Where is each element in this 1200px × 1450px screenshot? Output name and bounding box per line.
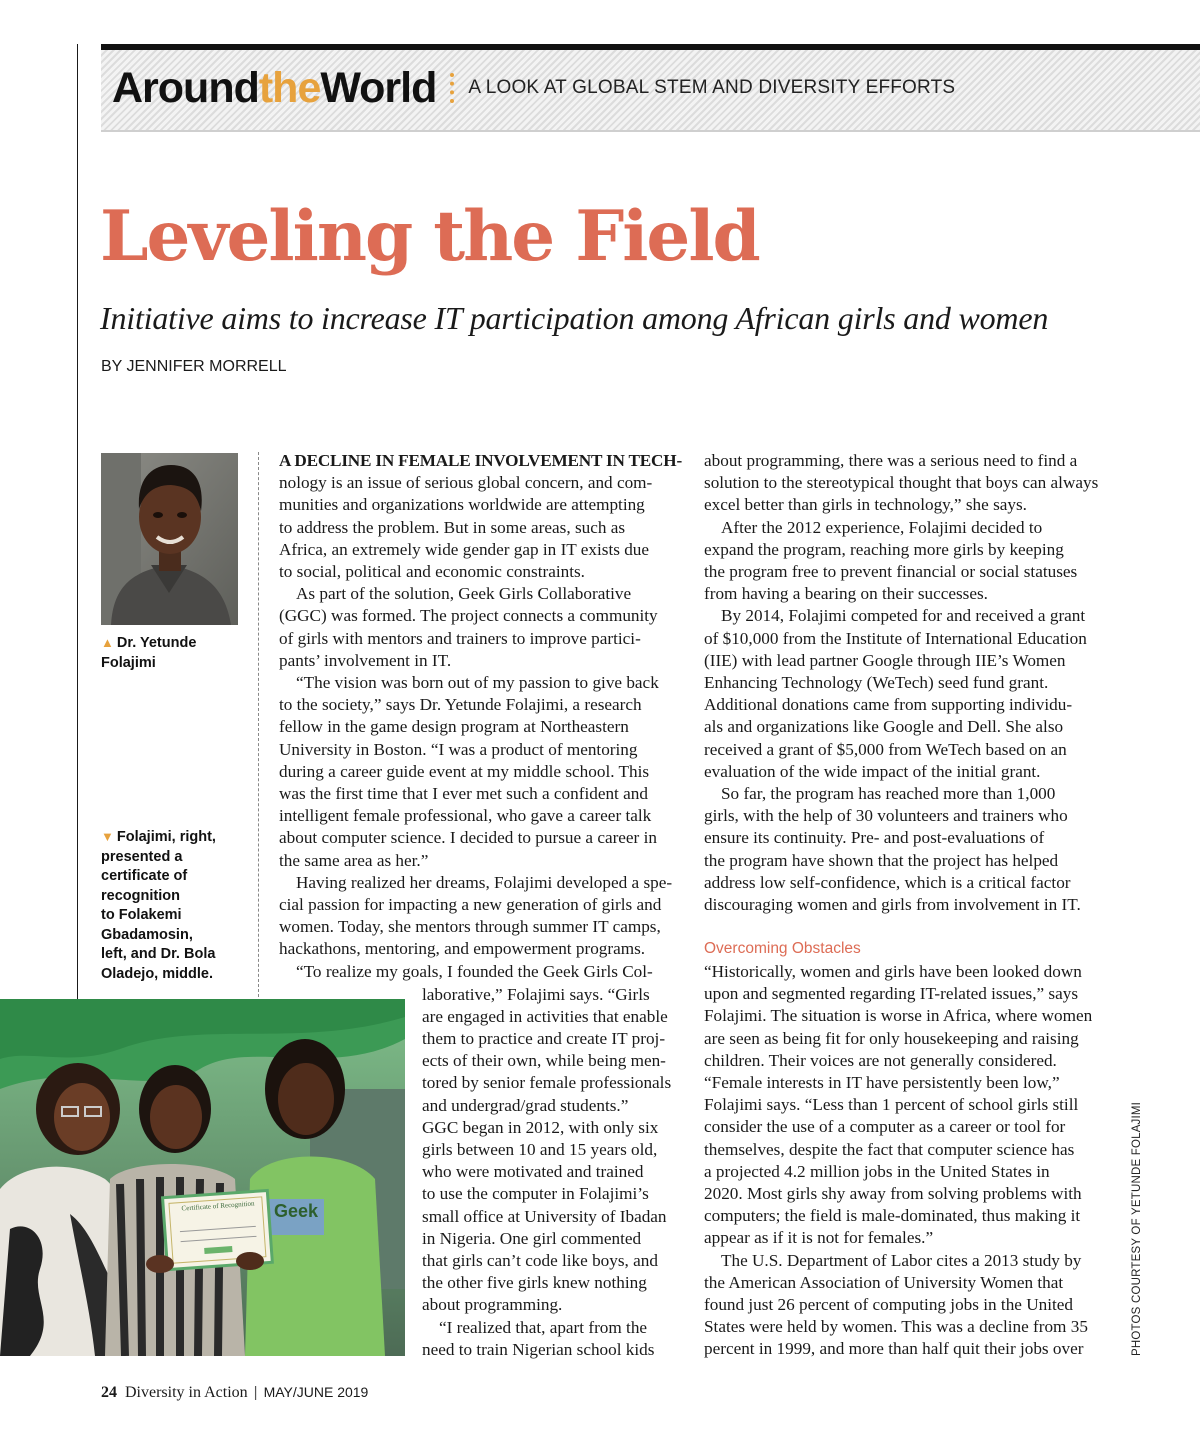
body-line: the program free to prevent financial or social statuses: [704, 562, 1078, 582]
body-line: The U.S. Department of Labor cites a 2013 study by: [721, 1250, 1082, 1270]
body-line: solution to the stereotypical thought that boys can always: [704, 473, 1099, 493]
body-line: ects of their own, while being men-: [422, 1051, 666, 1071]
header-band-underline: [101, 130, 1200, 132]
portrait-caption: [101, 633, 196, 673]
body-line: them to practice and create IT proj-: [422, 1029, 666, 1048]
body-line: during a career guide event at my middle school. This: [279, 761, 650, 781]
kicker-the: the: [258, 64, 321, 112]
body-line: found just 26 percent of computing jobs in the United: [704, 1295, 1073, 1315]
body-line: als and organizations like Google and Dell. She also: [704, 717, 1064, 737]
body-line: to use the computer in Folajimi’s: [422, 1184, 649, 1204]
group-caption-line: Folajimi, right,: [116, 829, 216, 845]
body-line: consider the use of a computer as a career or tool for: [704, 1117, 1066, 1137]
footer-separator: |: [253, 1384, 258, 1401]
body-line: Folajimi says. “Less than 1 percent of school girls still: [704, 1095, 1079, 1115]
kicker-dotted-separator: [450, 73, 454, 103]
body-line: was the first time that I ever met such a confident and: [279, 784, 648, 804]
body-line: nology is an issue of serious global concern, and com-: [279, 473, 653, 493]
body-line: hackathons, mentoring, and empowerment programs.: [279, 939, 646, 959]
portrait-illustration: [101, 453, 238, 625]
certificate-title: Certificate of Recognition: [181, 1199, 255, 1213]
body-line: tored by senior female professionals: [422, 1073, 672, 1093]
body-line: of $10,000 from the Institute of International Education: [704, 628, 1087, 648]
body-line: address low self-confidence, which is a critical factor: [704, 872, 1071, 892]
article-deck: Initiative aims to increase IT participation among African girls and women: [100, 300, 1049, 336]
kicker-world: World: [320, 64, 437, 112]
body-line: the other five girls knew nothing: [422, 1273, 647, 1293]
kicker-around: Around: [112, 64, 259, 112]
down-triangle-icon: ▼: [101, 829, 114, 844]
group-photo: [0, 999, 405, 1356]
issue-date: MAY/JUNE 2019: [263, 1384, 369, 1400]
body-line: about programming, there was a serious need to find a: [704, 451, 1078, 470]
body-line: 2020. Most girls shy away from solving problems with: [704, 1184, 1082, 1204]
body-line: to social, political and economic constraints.: [279, 562, 585, 582]
body-line: laborative,” Folajimi says. “Girls: [422, 984, 650, 1004]
group-caption-line: Gbadamosin,: [101, 926, 193, 943]
portrait-caption-line: Dr. Yetunde: [116, 635, 197, 651]
body-line: cial passion for impacting a new generation of girls and: [279, 895, 662, 915]
photo-credit: PHOTOS COURTESY OF YETUNDE FOLAJIMI: [1131, 1101, 1143, 1356]
article-byline: BY JENNIFER MORRELL: [101, 358, 287, 375]
body-line: As part of the solution, Geek Girls Collaborative: [296, 584, 632, 604]
magazine-name: Diversity in Action: [125, 1384, 248, 1401]
body-line: appear as if it is not for females.”: [704, 1228, 934, 1248]
body-line: Having realized her dreams, Folajimi developed a spe-: [296, 872, 673, 892]
body-line: in Nigeria. One girl commented: [422, 1228, 642, 1248]
body-line: excel better than girls in technology,” she says.: [704, 495, 1027, 515]
body-line: of girls with mentors and trainers to improve partici-: [279, 628, 641, 648]
lead-in: A DECLINE IN FEMALE INVOLVEMENT IN TECH-: [279, 451, 682, 470]
body-column-1: [279, 450, 682, 983]
body-line: and undergrad/grad students.”: [422, 1095, 629, 1115]
body-line: After the 2012 experience, Folajimi decided to: [721, 517, 1043, 537]
body-line: pants’ involvement in IT.: [279, 650, 452, 670]
body-line: a projected 4.2 million jobs in the United States in: [704, 1161, 1050, 1181]
group-caption-line: certificate of: [101, 868, 188, 884]
body-line: expand the program, reaching more girls by keeping: [704, 539, 1064, 559]
group-caption-line: presented a: [101, 848, 183, 865]
body-line: the program have shown that the project has helped: [704, 850, 1059, 870]
body-column-2: [704, 450, 1098, 916]
page-footer: [101, 1384, 368, 1402]
group-caption-line: Oladejo, middle.: [101, 965, 213, 982]
page-number: 24: [101, 1384, 117, 1401]
body-column-1-wrap: [422, 984, 671, 1361]
body-line: Enhancing Technology (WeTech) seed fund grant.: [704, 673, 1049, 693]
portrait-photo: [101, 453, 238, 625]
body-line: the American Association of University Women that: [704, 1272, 1064, 1292]
body-line: Africa, an extremely wide gender gap in IT exists due: [279, 539, 650, 559]
up-triangle-icon: ▲: [101, 635, 114, 650]
caption-dotted-divider: [258, 452, 259, 997]
article-headline: Leveling the Field: [100, 196, 759, 277]
body-line: So far, the program has reached more than 1,000: [721, 784, 1056, 804]
body-line: percent in 1999, and more than half quit their jobs over: [704, 1339, 1084, 1359]
body-line: girls, with the help of 30 volunteers and trainers who: [704, 806, 1068, 826]
section-subhead: Overcoming Obstacles: [704, 940, 861, 957]
body-line: received a grant of $5,000 from WeTech based on an: [704, 739, 1067, 759]
body-line: By 2014, Folajimi competed for and received a grant: [721, 606, 1086, 626]
kicker-tagline: A LOOK AT GLOBAL STEM AND DIVERSITY EFFORTS: [468, 77, 956, 98]
body-line: ensure its continuity. Pre- and post-evaluations of: [704, 828, 1045, 848]
body-line: to the society,” says Dr. Yetunde Folajimi, a research: [279, 695, 642, 715]
body-line: themselves, despite the fact that computer science has: [704, 1139, 1075, 1159]
body-line: (GGC) was formed. The project connects a community: [279, 606, 658, 626]
body-line: “I realized that, apart from the: [439, 1317, 648, 1337]
body-line: are engaged in activities that enable: [422, 1006, 668, 1026]
body-line: who were motivated and trained: [422, 1162, 644, 1182]
body-line: women. Today, she mentors through summer IT camps,: [279, 917, 661, 937]
body-line: Folajimi. The situation is worse in Africa, where women: [704, 1006, 1093, 1026]
shirt-text: Geek: [274, 1201, 319, 1221]
body-line: Additional donations came from supporting individu-: [704, 695, 1073, 715]
body-column-2-continued: [704, 961, 1092, 1361]
body-line: GGC began in 2012, with only six: [422, 1117, 659, 1137]
body-line: to address the problem. But in some areas, such as: [279, 517, 626, 537]
body-line: munities and organizations worldwide are attempting: [279, 495, 645, 515]
body-line: evaluation of the wide impact of the initial grant.: [704, 761, 1041, 781]
body-line: States were held by women. This was a decline from 35: [704, 1317, 1088, 1337]
portrait-caption-line: Folajimi: [101, 654, 156, 671]
body-line: girls between 10 and 15 years old,: [422, 1140, 658, 1160]
body-line: children. Their voices are not generally considered.: [704, 1050, 1057, 1070]
body-line: upon and segmented regarding IT-related issues,” says: [704, 984, 1079, 1004]
group-caption-line: to Folakemi: [101, 907, 182, 923]
body-line: need to train Nigerian school kids: [422, 1339, 655, 1359]
group-caption-line: left, and Dr. Bola: [101, 946, 216, 962]
body-line: University in Boston. “I was a product of mentoring: [279, 739, 638, 759]
body-line: “The vision was born out of my passion to give back: [296, 673, 659, 693]
body-line: “Female interests in IT have persistently been low,”: [704, 1073, 1060, 1093]
body-line: fellow in the game design program at Northeastern: [279, 717, 629, 737]
body-line: “Historically, women and girls have been looked down: [704, 962, 1082, 981]
body-line: (IIE) with lead partner Google through IIE’s Women: [704, 650, 1066, 670]
body-line: are seen as being fit for only housekeeping and raising: [704, 1028, 1079, 1048]
body-line: about programming.: [422, 1295, 563, 1315]
body-line: that girls can’t code like boys, and: [422, 1251, 658, 1271]
group-photo-illustration: [0, 999, 405, 1356]
body-line: “To realize my goals, I founded the Geek Girls Col-: [296, 961, 653, 981]
body-line: computers; the field is male-dominated, thus making it: [704, 1206, 1081, 1226]
body-line: about computer science. I decided to pursue a career in: [279, 828, 657, 848]
group-caption-line: recognition: [101, 887, 180, 904]
group-photo-caption: [101, 827, 216, 984]
section-kicker: [112, 62, 955, 114]
body-line: small office at University of Ibadan: [422, 1206, 667, 1226]
body-line: the same area as her.”: [279, 850, 429, 870]
body-line: from having a bearing on their successes.: [704, 584, 988, 604]
body-line: discouraging women and girls from involvement in IT.: [704, 895, 1081, 915]
body-line: intelligent female professional, who gave a career talk: [279, 806, 652, 826]
